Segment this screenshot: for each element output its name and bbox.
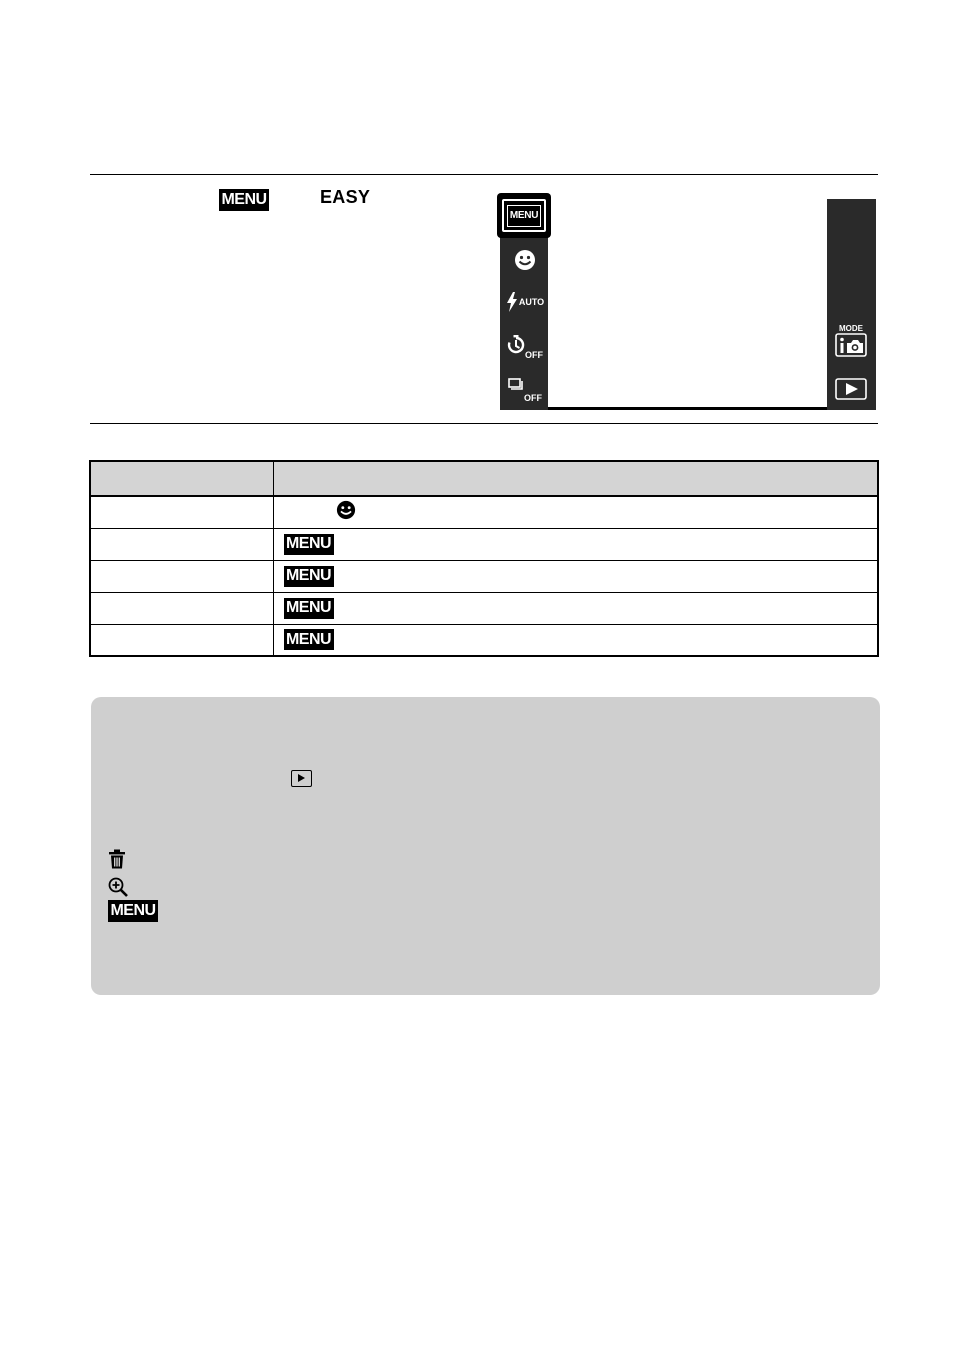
step-bottom-rule	[90, 423, 878, 424]
table-cell	[90, 624, 273, 656]
zoom-in-icon	[108, 877, 128, 902]
table-cell	[90, 528, 273, 560]
table-cell	[90, 560, 273, 592]
trash-icon	[108, 849, 126, 874]
playback-icon[interactable]	[835, 378, 867, 400]
burst-off-label: OFF	[524, 393, 542, 403]
self-timer-off-label: OFF	[525, 350, 543, 360]
table-header-cell	[273, 461, 878, 496]
table-row	[90, 528, 878, 560]
camera-screen	[500, 199, 876, 410]
table-cell	[273, 560, 878, 592]
settings-table	[89, 460, 879, 657]
intelligent-auto-mode-icon[interactable]	[835, 333, 867, 357]
table-cell	[90, 496, 273, 528]
screen-menu-label: MENU	[507, 205, 541, 227]
note-box	[91, 697, 880, 995]
menu-icon: MENU	[108, 900, 158, 922]
table-cell	[273, 624, 878, 656]
table-cell	[273, 528, 878, 560]
playback-button-icon	[291, 770, 312, 787]
smile-icon	[336, 500, 356, 525]
flash-auto-label: AUTO	[518, 297, 545, 307]
menu-button-icon: MENU	[219, 189, 269, 211]
smile-shutter-icon[interactable]	[502, 249, 548, 276]
screen-menu-button[interactable]	[497, 193, 551, 238]
screen-viewfinder	[548, 199, 827, 407]
mode-label: MODE	[839, 324, 863, 333]
flash-auto-icon[interactable]	[502, 292, 548, 312]
table-row	[90, 560, 878, 592]
table-cell	[273, 592, 878, 624]
table-header-cell	[90, 461, 273, 496]
self-timer-off-icon[interactable]	[502, 335, 548, 360]
table-row	[90, 496, 878, 528]
table-header-row	[90, 461, 878, 496]
menu-icon: MENU	[284, 598, 334, 619]
menu-icon: MENU	[284, 629, 334, 650]
table-cell	[273, 496, 878, 528]
menu-icon: MENU	[284, 566, 334, 587]
top-rule	[90, 174, 878, 175]
table-row	[90, 592, 878, 624]
easy-mode-label: EASY	[320, 187, 371, 207]
burst-off-icon[interactable]	[502, 378, 548, 403]
table-row	[90, 624, 878, 656]
menu-icon: MENU	[284, 534, 334, 555]
table-cell	[90, 592, 273, 624]
